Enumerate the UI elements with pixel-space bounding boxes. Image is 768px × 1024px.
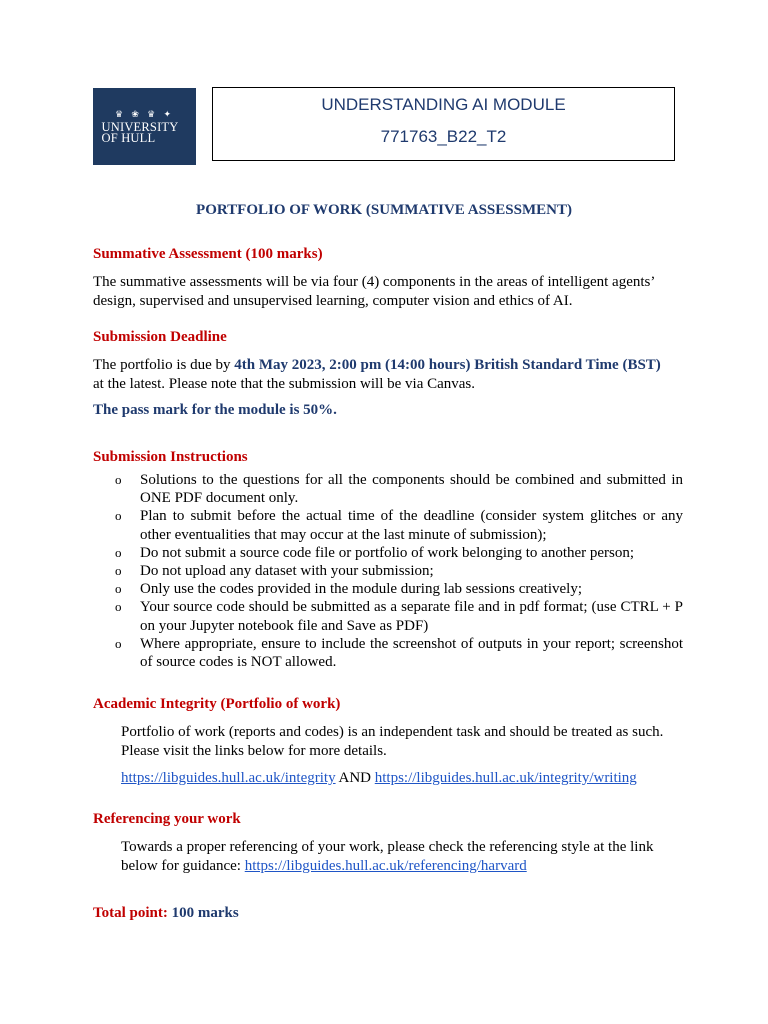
crest-icon: ♛ ❀ ♛ ✦ (115, 109, 174, 119)
logo-line-1: UNIVERSITY (101, 120, 179, 134)
bullet-icon: o (115, 544, 122, 560)
integrity-link[interactable]: https://libguides.hull.ac.uk/integrity (121, 770, 336, 786)
list-item: o Do not submit a source code file or portfolio of work belonging to another person; (115, 544, 635, 561)
list-item: o Plan to submit before the actual time of the deadline (consider system glitches or any other eventualities that may occur at the last minute of submission); (115, 508, 683, 543)
page-title: PORTFOLIO OF WORK (SUMMATIVE ASSESSMENT) (196, 202, 572, 218)
deadline-post: at the latest. Please note that the submission will be via Canvas. (93, 376, 476, 392)
deadline-date: 4th May 2023, 2:00 pm (14:00 hours) British Standard Time (BST) (234, 357, 661, 373)
university-logo (93, 88, 196, 165)
deadline-text (93, 356, 683, 394)
list-item: o Solutions to the questions for all the components should be combined and submitted in ONE PDF document only. (115, 472, 683, 507)
total-value: 100 marks (171, 905, 239, 921)
pass-mark: The pass mark for the module is 50%. (93, 402, 337, 418)
instructions-heading: Submission Instructions (93, 449, 248, 465)
bullet-icon: o (115, 581, 122, 597)
integrity-writing-link[interactable]: https://libguides.hull.ac.uk/integrity/writing (374, 770, 637, 786)
list-item: o Where appropriate, ensure to include the screenshot of outputs in your report; screenshot of source codes is NOT allowed. (115, 635, 683, 671)
bullet-icon: o (115, 508, 122, 524)
referencing-text: Towards a proper referencing of your work, please check the referencing style at the link below for guidance: https://libguides.hull.ac.uk/referencing/harvard (121, 839, 654, 874)
bullet-icon: o (115, 472, 122, 487)
instructions-list (93, 471, 683, 671)
summative-text: The summative assessments will be via four (4) components in the areas of intelligent agents’ design, supervised and unsupervised learning, computer vision and ethics of AI. (93, 274, 655, 309)
list-item: o Only use the codes provided in the module during lab sessions creatively; (115, 581, 582, 598)
bullet-icon: o (115, 563, 122, 579)
total-points (93, 905, 239, 922)
referencing-heading: Referencing your work (93, 811, 241, 827)
harvard-link[interactable]: https://libguides.hull.ac.uk/referencing/harvard (244, 858, 527, 874)
list-item: o Your source code should be submitted as a separate file and in pdf format; (use CTRL + P on your Jupyter notebook file and Save as PDF) (115, 599, 683, 634)
integrity-heading: Academic Integrity (Portfolio of work) (93, 696, 341, 712)
logo-text (102, 122, 188, 144)
deadline-heading: Submission Deadline (93, 329, 227, 345)
module-title-box (212, 87, 675, 161)
module-code: 771763_B22_T2 (380, 127, 507, 146)
list-item: o Do not upload any dataset with your submission; (115, 563, 434, 580)
logo-line-2: OF HULL (101, 131, 156, 145)
module-title: UNDERSTANDING AI MODULE (321, 95, 566, 114)
summative-heading: Summative Assessment (100 marks) (93, 246, 323, 262)
total-label: Total point: (93, 905, 168, 921)
deadline-pre: The portfolio is due by (93, 357, 235, 373)
bullet-icon: o (115, 635, 122, 651)
integrity-text: Portfolio of work (reports and codes) is an independent task and should be treated as such. Please visit the links below for more details. (121, 724, 664, 759)
and-text: AND (335, 770, 375, 786)
bullet-icon: o (115, 599, 122, 615)
integrity-links (121, 769, 677, 788)
